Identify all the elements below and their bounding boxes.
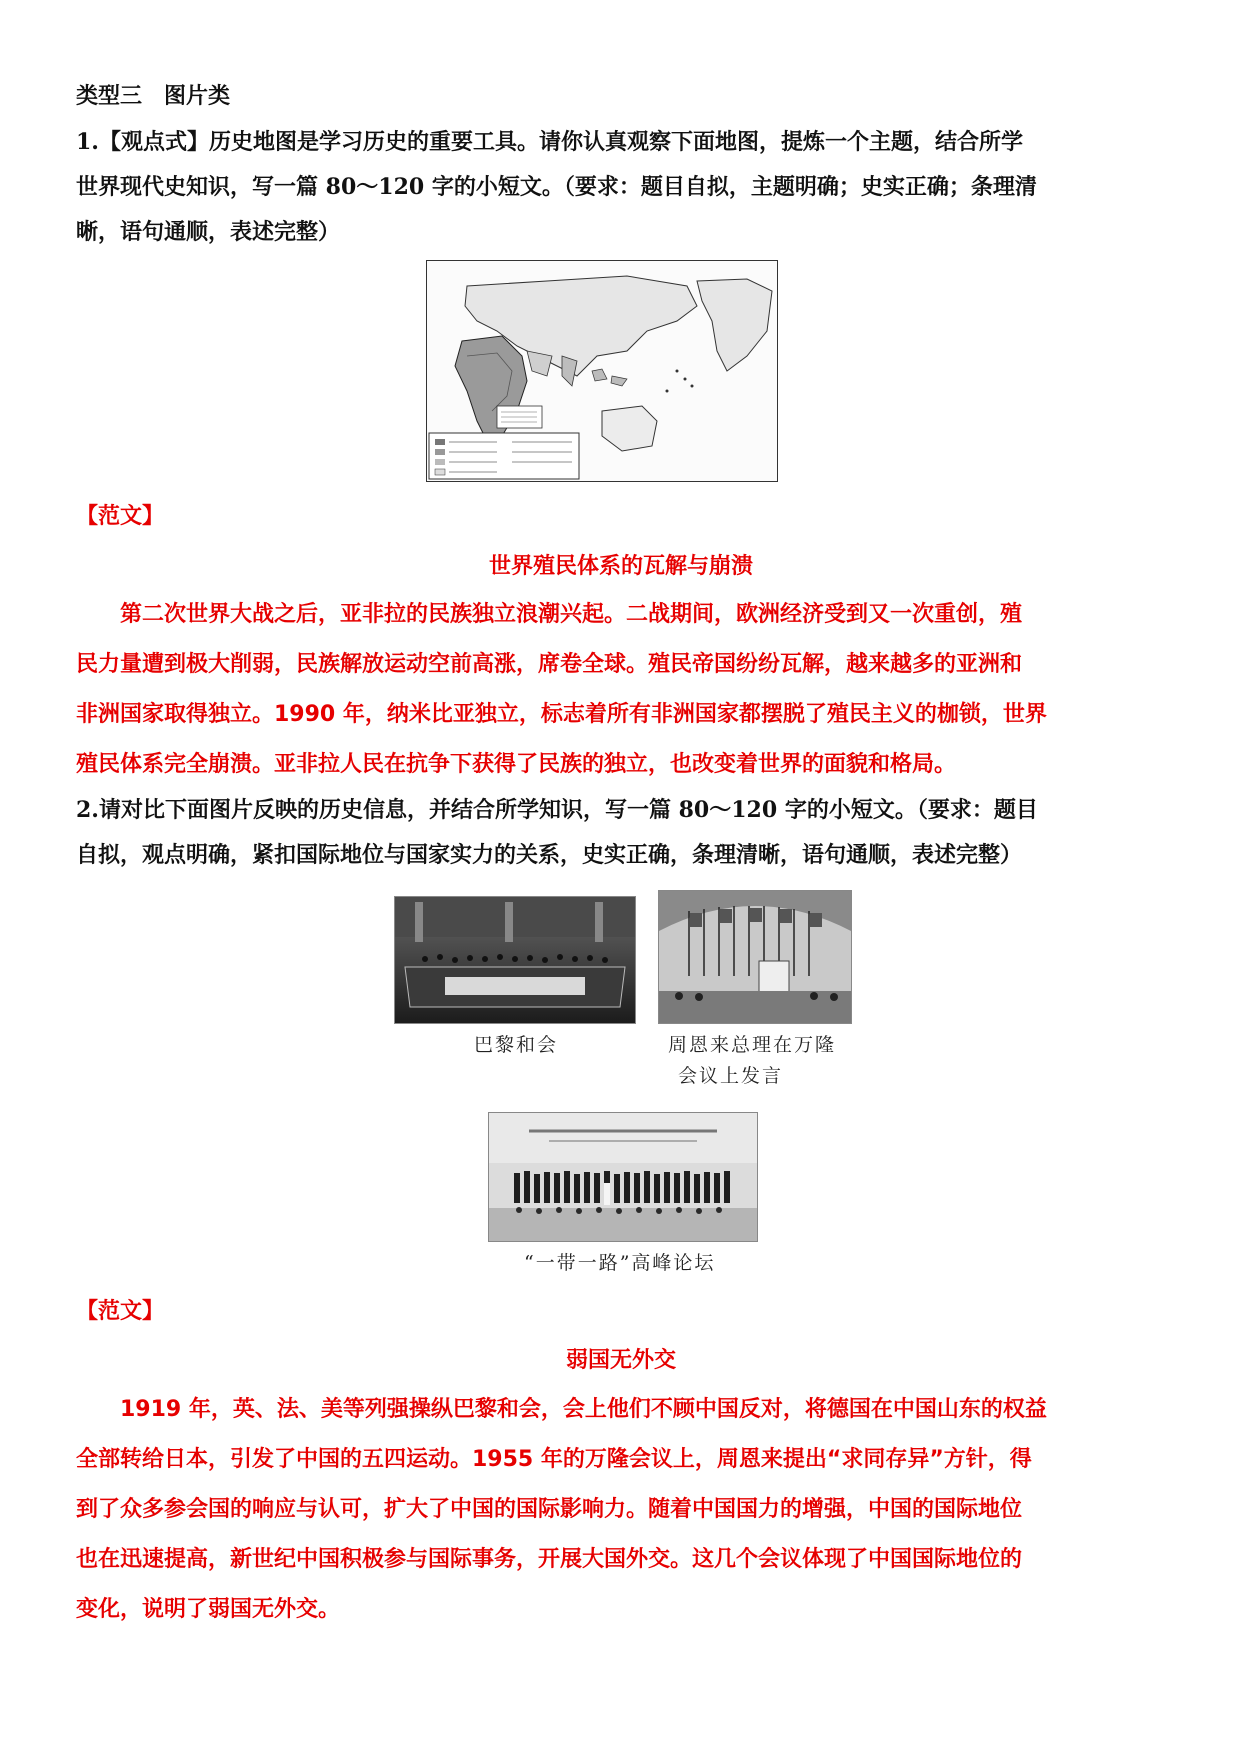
essay2-line-3: 到了众多参会国的响应与认可，扩大了中国的国际影响力。随着中国国力的增强，中国的国际地位 bbox=[76, 1497, 1023, 1522]
belt-road-forum-photo bbox=[488, 1112, 758, 1242]
map-illustration bbox=[427, 261, 777, 481]
q1-line-2: 世界现代史知识，写一篇 80～120 字的小短文。（要求：题目自拟，主题明确；史实正确；条理清 bbox=[76, 174, 1037, 200]
essay1-line-1: 第二次世界大战之后，亚非拉的民族独立浪潮兴起。二战期间，欧洲经济受到又一次重创，殖 bbox=[120, 602, 1023, 627]
decolonization-map-image bbox=[426, 260, 778, 482]
paris-caption: 巴黎和会 bbox=[474, 1034, 559, 1056]
q1-line-1: 1.【观点式】历史地图是学习历史的重要工具。请你认真观察下面地图，提炼一个主题，结合所学 bbox=[76, 129, 1023, 155]
essay1-line-4: 殖民体系完全崩溃。亚非拉人民在抗争下获得了民族的独立，也改变着世界的面貌和格局。 bbox=[76, 752, 957, 777]
bandung-caption-line-2: 会议上发言 bbox=[678, 1065, 784, 1087]
q2-line-1: 2.请对比下面图片反映的历史信息，并结合所学知识，写一篇 80～120 字的小短文。（要求：题目 bbox=[76, 797, 1038, 823]
essay2-line-4: 也在迅速提高，新世纪中国积极参与国际事务，开展大国外交。这几个会议体现了中国国际地位的 bbox=[76, 1547, 1023, 1572]
q2-line-2: 自拟，观点明确，紧扣国际地位与国家实力的关系，史实正确，条理清晰，语句通顺，表述完整） bbox=[76, 842, 1023, 868]
essay1-label: 【范文】 bbox=[76, 504, 165, 529]
bandung-conference-photo bbox=[658, 890, 852, 1024]
essay2-title: 弱国无外交 bbox=[565, 1348, 676, 1373]
q1-line-3: 晰，语句通顺，表述完整） bbox=[76, 219, 341, 245]
paris-conference-photo bbox=[394, 896, 636, 1024]
bandung-photo-illustration bbox=[659, 891, 851, 1023]
bandung-caption-line-1: 周恩来总理在万隆 bbox=[668, 1034, 837, 1056]
essay2-label: 【范文】 bbox=[76, 1299, 165, 1324]
essay2-line-5: 变化，说明了弱国无外交。 bbox=[76, 1597, 341, 1622]
essay1-line-3: 非洲国家取得独立。1990 年，纳米比亚独立，标志着所有非洲国家都摆脱了殖民主义的枷锁，世界 bbox=[76, 702, 1047, 727]
essay1-title: 世界殖民体系的瓦解与崩溃 bbox=[488, 554, 753, 579]
paris-photo-illustration bbox=[395, 897, 635, 1023]
forum-photo-illustration bbox=[489, 1113, 757, 1241]
forum-caption: “一带一路”高峰论坛 bbox=[524, 1252, 716, 1274]
essay2-line-1: 1919 年，英、法、美等列强操纵巴黎和会，会上他们不顾中国反对，将德国在中国山东的权益 bbox=[120, 1397, 1047, 1422]
essay2-line-2: 全部转给日本，引发了中国的五四运动。1955 年的万隆会议上，周恩来提出“求同存异”方针，得 bbox=[76, 1447, 1032, 1472]
section-title: 类型三 图片类 bbox=[76, 84, 231, 109]
essay1-line-2: 民力量遭到极大削弱，民族解放运动空前高涨，席卷全球。殖民帝国纷纷瓦解，越来越多的亚洲和 bbox=[76, 652, 1023, 677]
